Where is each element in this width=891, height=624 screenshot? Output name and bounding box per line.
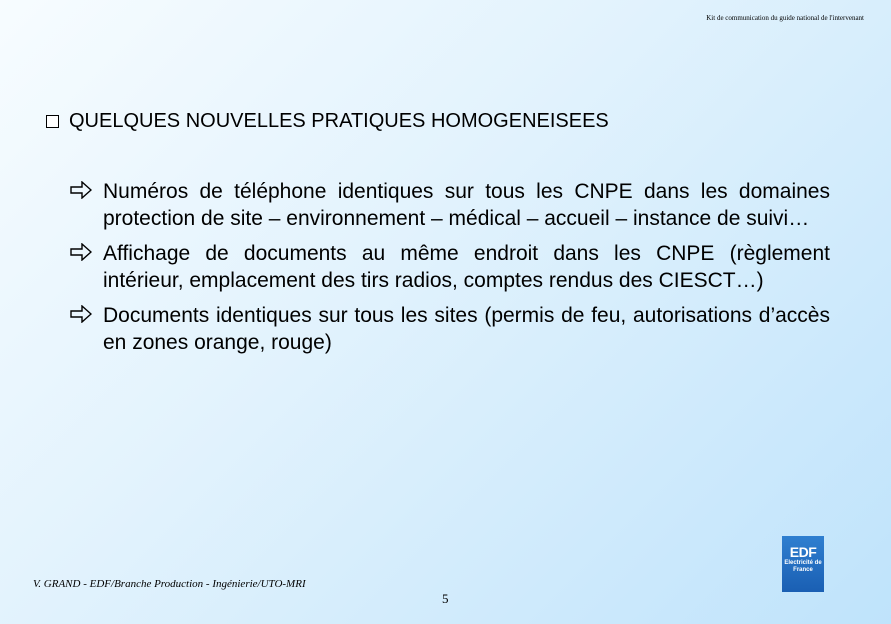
edf-logo [782,536,824,592]
bullet-text: Numéros de téléphone identiques sur tous les CNPE dans les domaines protection de site – environnement – médical – accueil – instance de suivi… [103,180,830,230]
arrow-right-icon [70,181,92,199]
section-title-text: QUELQUES NOUVELLES PRATIQUES HOMOGENEISEES [69,110,609,132]
checkbox-bullet-icon [46,115,59,128]
bullet-item [70,302,830,356]
page-number: 5 [442,591,449,606]
bullet-item [70,240,830,294]
bullet-text: Affichage de documents au même endroit dans les CNPE (règlement intérieur, emplacement des tirs radios, comptes rendus des CIESCT…) [103,242,830,292]
arrow-right-icon [70,305,92,323]
logo-main-text: EDF [789,544,817,560]
bullet-text: Documents identiques sur tous les sites (permis de feu, autorisations d’accès en zones orange, rouge) [103,304,830,354]
section-title [46,110,609,133]
header-note: Kit de communication du guide national de l'intervenant [706,14,864,22]
arrow-right-icon [70,243,92,261]
logo-sub-text: Electricité de France [784,560,822,573]
bullet-item [70,178,830,232]
bullet-list [70,178,830,364]
footer-author: V. GRAND - EDF/Branche Production - Ingénierie/UTO-MRI [33,578,306,590]
